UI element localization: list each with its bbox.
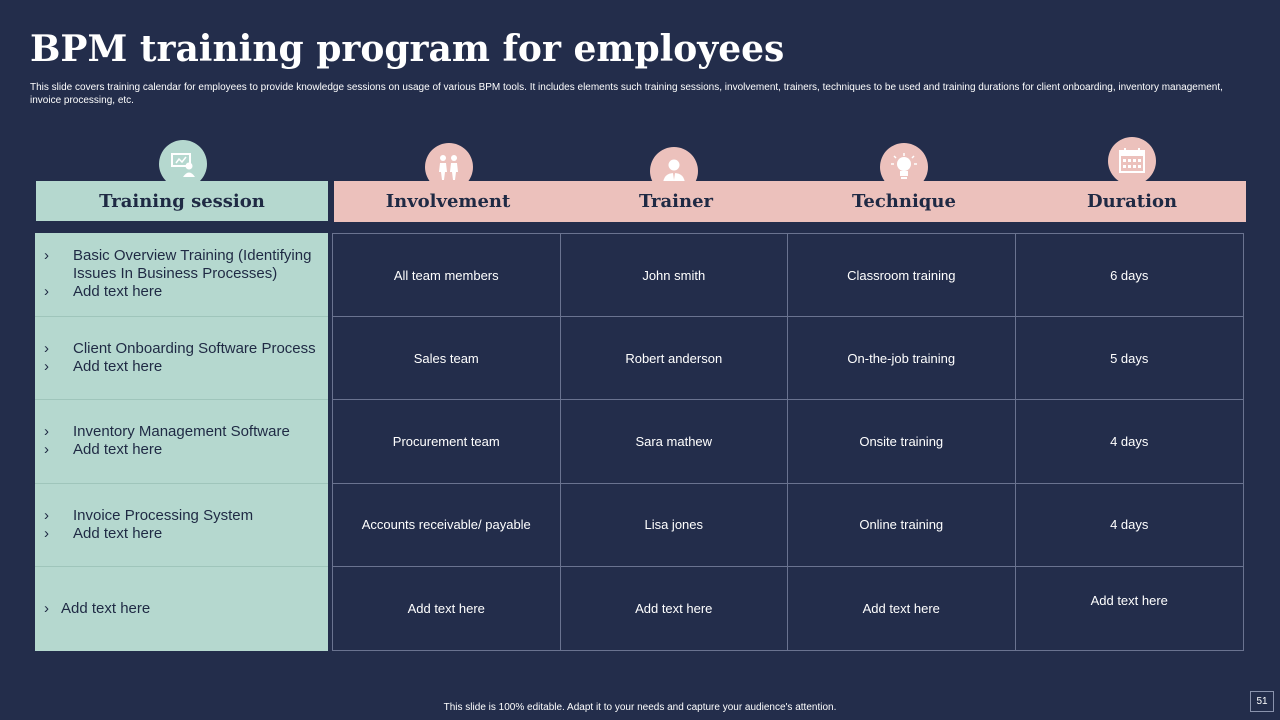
calendar-icon [1108, 137, 1156, 185]
header-training-session: Training session [36, 181, 328, 221]
session-bullet: › Add text here [44, 283, 163, 301]
session-row [35, 484, 328, 568]
table-cell: Sales team [333, 317, 561, 400]
session-row [35, 400, 328, 484]
session-row [35, 317, 328, 401]
table-cell: Add text here [561, 567, 789, 650]
table-cell: Add text here [333, 567, 561, 650]
page-title: BPM training program for employees [30, 28, 785, 70]
chevron-right-icon: › [44, 525, 49, 543]
training-table [332, 233, 1244, 651]
table-cell: Online training [788, 484, 1016, 567]
chevron-right-icon: › [44, 339, 49, 357]
session-bullet: › Client Onboarding Software Process [44, 339, 316, 357]
session-row [35, 567, 328, 651]
page-subtitle: This slide covers training calendar for employees to provide knowledge sessions on usage of various BPM tools. It includes elements such training sessions, involvement, trainers, techniques to be used and training durations for client onboarding, inventory management, invoice processing, etc. [30, 82, 1223, 106]
table-cell: Accounts receivable/ payable [333, 484, 561, 567]
session-bullet: › Basic Overview Training (Identifying Issues In Business Processes) [44, 247, 312, 283]
header-technique: Technique [852, 191, 956, 212]
session-bullet: › Inventory Management Software [44, 423, 290, 441]
chevron-right-icon: › [44, 357, 49, 375]
chevron-right-icon: › [44, 441, 49, 459]
table-cell: Classroom training [788, 234, 1016, 317]
table-cell: Lisa jones [561, 484, 789, 567]
table-cell: 5 days [1016, 317, 1244, 400]
session-bullet: › Add text here [44, 525, 163, 543]
chevron-right-icon: › [44, 247, 49, 265]
table-cell: Onsite training [788, 400, 1016, 483]
session-row [35, 233, 328, 317]
chevron-right-icon: › [44, 507, 49, 525]
table-cell: Add text here [1090, 592, 1168, 608]
header-involvement: Involvement [385, 191, 511, 212]
page-number: 51 [1250, 691, 1274, 712]
chevron-right-icon: › [44, 600, 49, 618]
footer-note: This slide is 100% editable. Adapt it to your needs and capture your audience's attention. [443, 702, 837, 713]
table-cell: John smith [561, 234, 789, 317]
session-bullet: › Add text here [44, 600, 151, 618]
chevron-right-icon: › [44, 283, 49, 301]
table-cell: Procurement team [333, 400, 561, 483]
table-cell: Sara mathew [561, 400, 789, 483]
chevron-right-icon: › [44, 423, 49, 441]
table-cell: Add text here [788, 567, 1016, 650]
table-cell: All team members [333, 234, 561, 317]
session-bullet: › Invoice Processing System [44, 507, 254, 525]
table-cell: On-the-job training [788, 317, 1016, 400]
session-bullet: › Add text here [44, 357, 163, 375]
table-cell: Robert anderson [561, 317, 789, 400]
table-cell: 4 days [1016, 400, 1244, 483]
header-bar [334, 181, 1246, 222]
table-cell: 4 days [1016, 484, 1244, 567]
header-duration: Duration [1086, 191, 1178, 212]
header-trainer: Trainer [638, 191, 714, 212]
training-session-list [35, 233, 328, 651]
session-bullet: › Add text here [44, 441, 163, 459]
table-cell: 6 days [1016, 234, 1244, 317]
